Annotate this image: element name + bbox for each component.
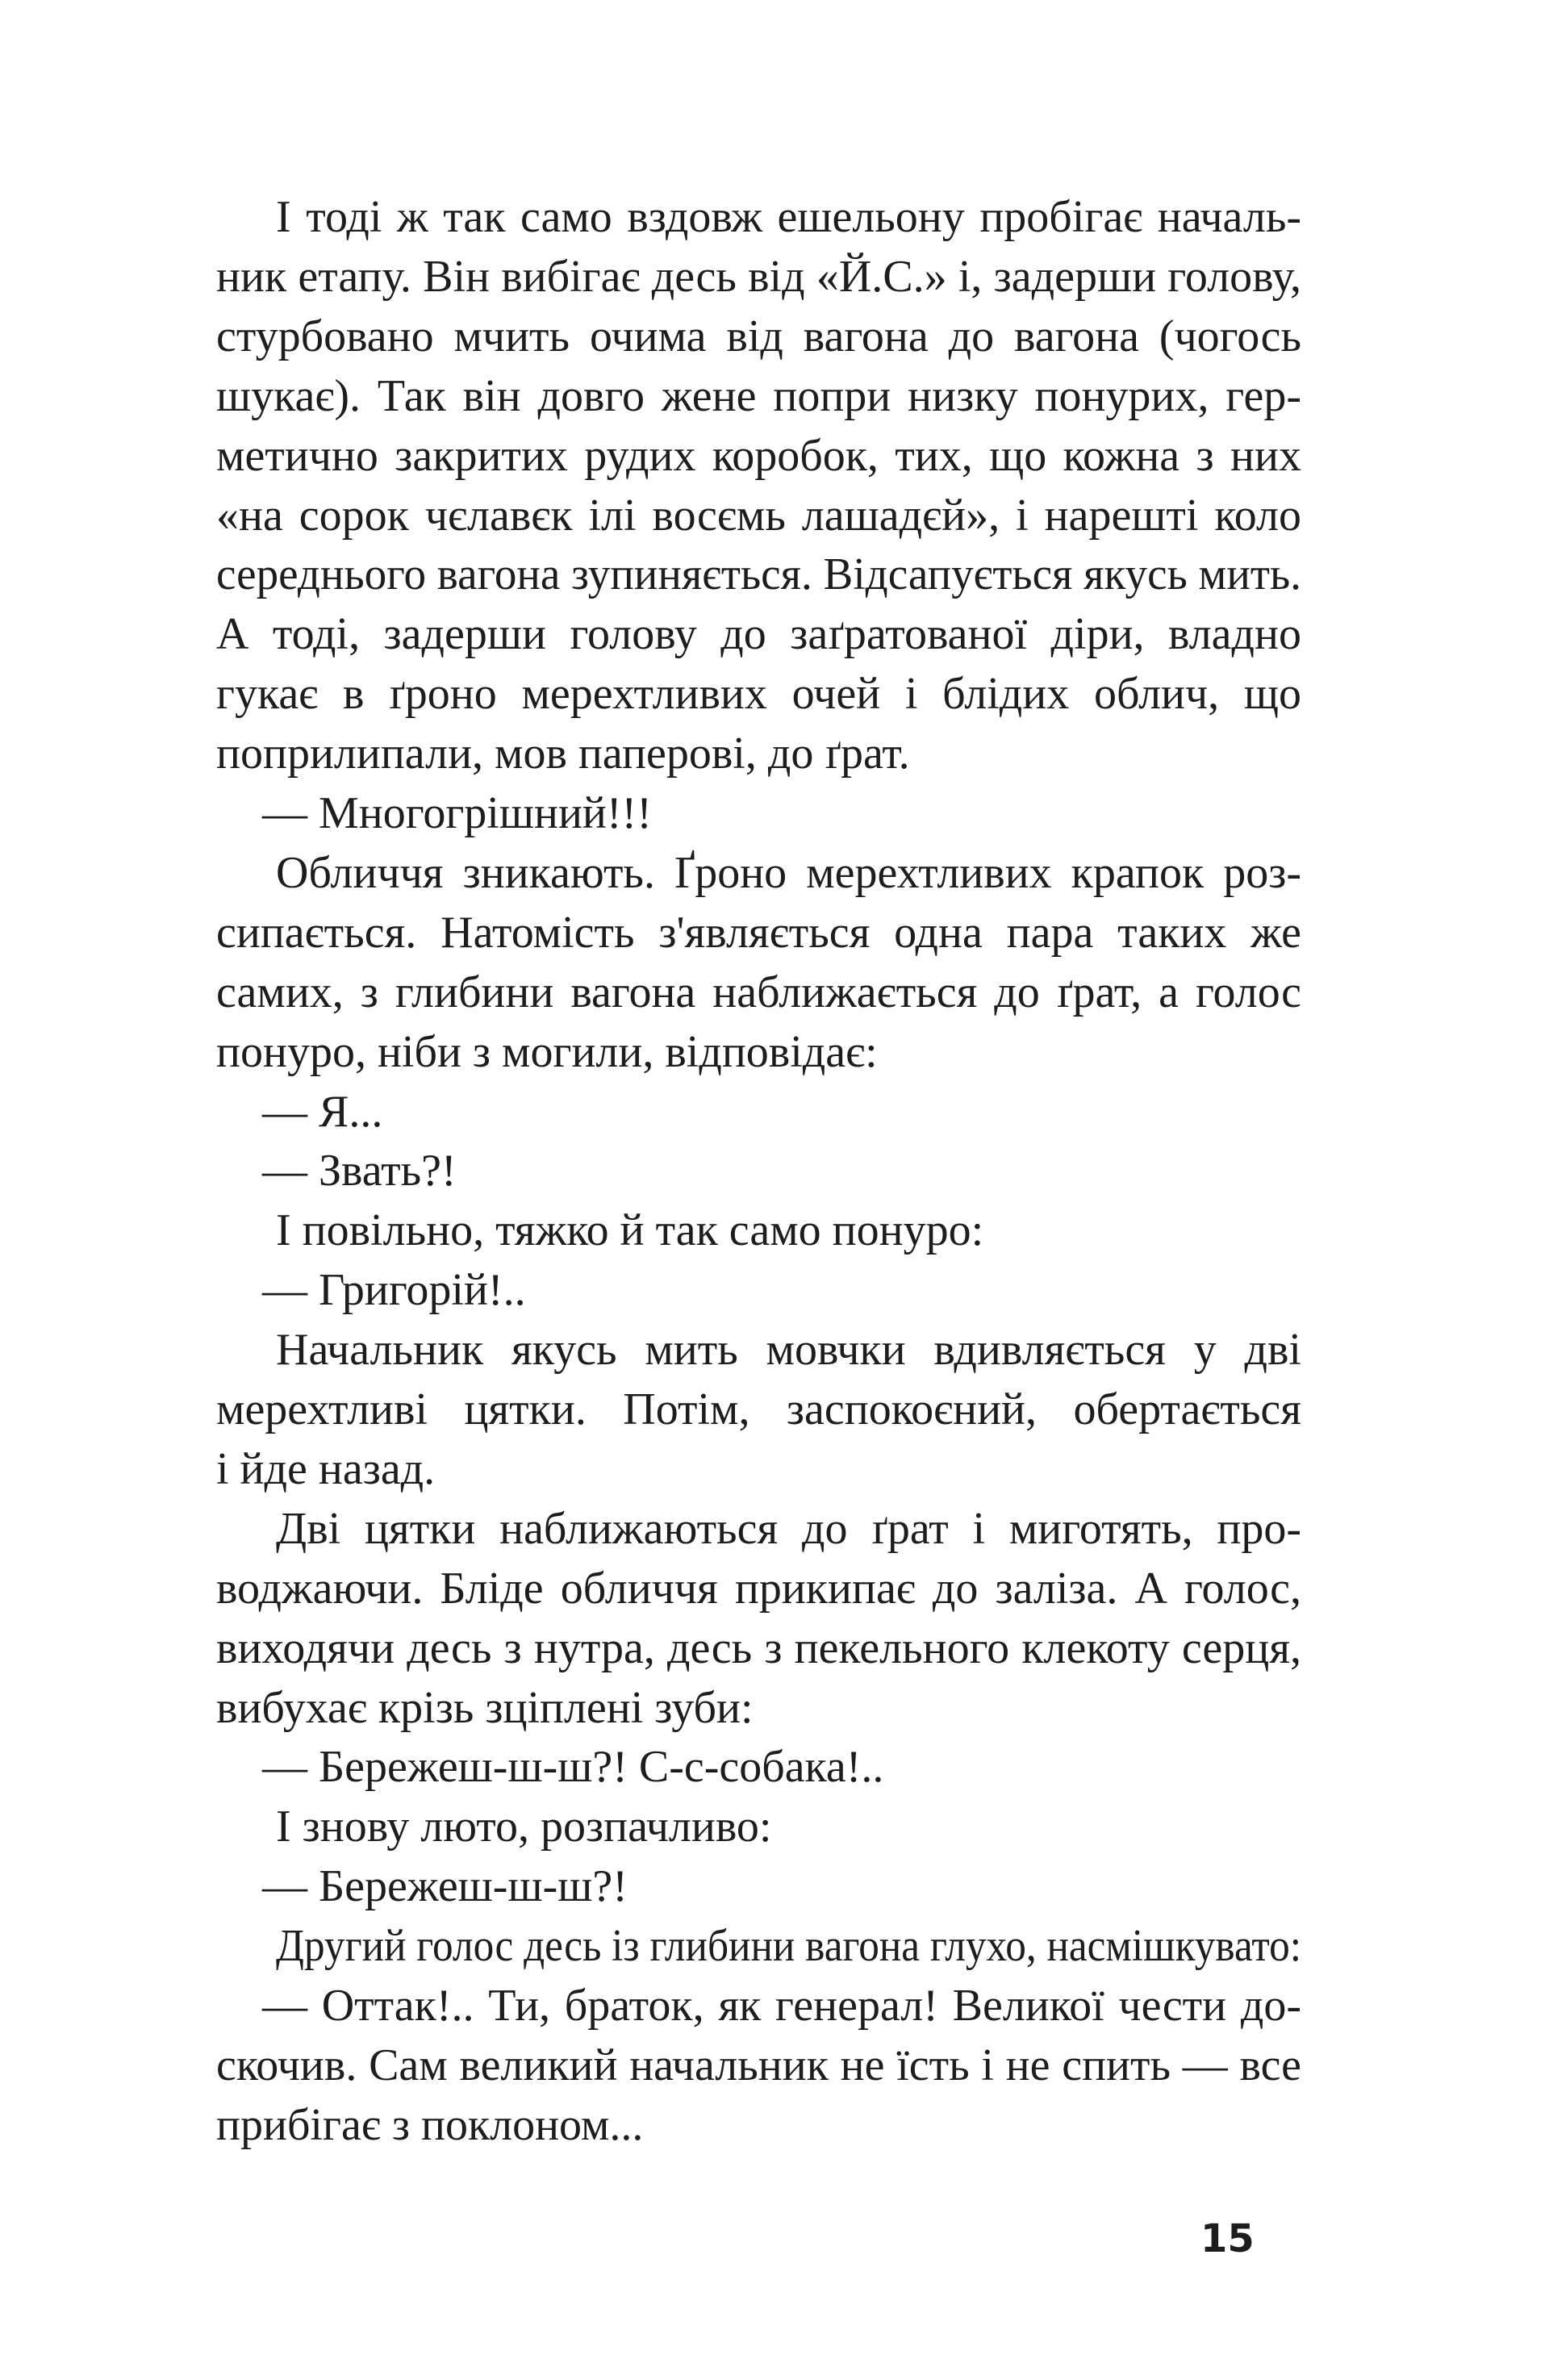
text-line: стурбовано мчить очима від вагона до вагона (чогось: [216, 311, 1301, 361]
text-line: — Звать?!: [262, 1146, 457, 1196]
text-line: шукає). Так він довго жене попри низку понурих, гер-: [216, 370, 1301, 421]
text-line: Дві цятки наближаються до ґрат і миготять, про-: [276, 1503, 1301, 1554]
text-line: Начальник якусь мить мовчки вдивляється у дві: [276, 1325, 1301, 1376]
text-line: І тоді ж так само вздовж ешельону пробігає началь-: [276, 192, 1301, 242]
text-line: і йде назад.: [216, 1443, 436, 1494]
text-line: І повільно, тяжко й так само понуро:: [276, 1205, 984, 1256]
text-line: мерехтливі цятки. Потім, заспокоєний, обертається: [216, 1384, 1301, 1434]
text-line: гукає в ґроно мерехтливих очей і блідих облич, що: [216, 669, 1301, 720]
text-line: прибігає з поклоном...: [216, 2099, 644, 2150]
text-line: вибухає крізь зціплені зуби:: [216, 1682, 754, 1733]
page-number: 15: [1200, 2216, 1255, 2261]
text-line: понуро, ніби з могили, відповідає:: [216, 1026, 878, 1077]
text-line: — Многогрішний!!!: [262, 788, 652, 838]
text-line: виходячи десь з нутра, десь з пекельного клекоту серця,: [216, 1622, 1301, 1673]
text-line: — Григорій!..: [262, 1265, 526, 1316]
text-line: ник етапу. Він вибігає десь від «Й.С.» і, задерши голову,: [216, 251, 1301, 302]
text-line: — Я...: [262, 1086, 383, 1137]
text-line: І знову люто, розпачливо:: [276, 1802, 772, 1852]
text-line: Другий голос десь із глибини вагона глухо, насмішкувато:: [276, 1921, 1302, 1972]
text-line: сипається. Натомість з'являється одна пара таких же: [216, 907, 1301, 958]
text-line: Обличчя зникають. Ґроно мерехтливих крапок роз-: [276, 847, 1301, 898]
text-line: «на сорок чєлавєк ілі восємь лашадєй», і нарешті коло: [216, 490, 1301, 541]
text-line: скочив. Сам великий начальник не їсть і не спить — все: [216, 2040, 1301, 2090]
text-line: поприлипали, мов паперові, до ґрат.: [216, 729, 910, 779]
text-line: — Бережеш-ш-ш?!: [262, 1861, 628, 1912]
text-line: — Оттак!.. Ти, браток, як генерал! Великої чести до-: [262, 1981, 1301, 2031]
text-line: середнього вагона зупиняється. Відсапується якусь мить.: [216, 549, 1301, 600]
text-line: А тоді, задерши голову до заґратованої діри, владно: [216, 609, 1301, 660]
text-line: — Бережеш-ш-ш?! С-с-собака!..: [262, 1742, 884, 1793]
text-line: воджаючи. Бліде обличчя прикипає до заліза. А голос,: [216, 1563, 1301, 1614]
text-line: метично закритих рудих коробок, тих, що кожна з них: [216, 430, 1301, 481]
text-line: самих, з глибини вагона наближається до ґрат, а голос: [216, 967, 1301, 1017]
